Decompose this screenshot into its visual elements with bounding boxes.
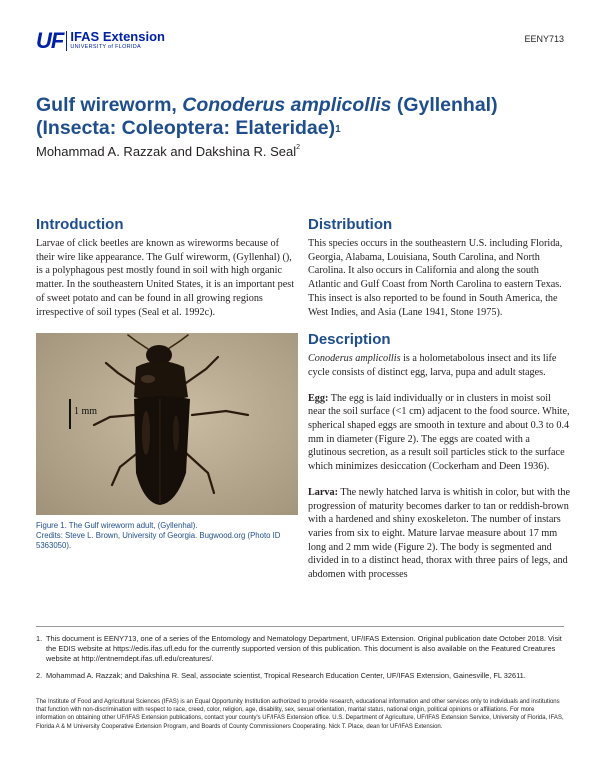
egg-text: The egg is laid individually or in clusters in moist soil near the soil surface (<1 cm) adjacent to the food source. White, spherical shaped eggs are smooth in texture and about 0.3 to 0.4 mm in diameter (Figure 2). The eggs are coated with a glutinous secretion, as a result soil particles stick to the surface which minimizes desiccation (Cockerham and Deen 1936). <box>308 392 570 473</box>
footnote-text: This document is EENY713, one of a series of the Entomology and Nematology Department, UF/IFAS Extension. Original publication date October 2018. Visit the EDIS website at https://edis.ifas.ufl.edu for the currently supported version of this publication. This document is also available on the Featured Creatures website at http://entnemdept.ifas.ufl.edu/creatures/. <box>46 634 562 663</box>
scale-label: 1 mm <box>74 406 98 418</box>
title-line1-suffix: (Gyllenhal) <box>391 94 498 116</box>
logo-main-text: IFAS Extension <box>70 29 165 44</box>
logo-sub-text: UNIVERSITY of FLORIDA <box>70 44 142 50</box>
caption-text: Figure 1. The Gulf wireworm adult, (Gyllenhal). <box>36 521 198 531</box>
footnote-number: 2. <box>36 671 43 680</box>
caption-credits: Credits: Steve L. Brown, University of Georgia. Bugwood.org (Photo ID 5363050). <box>36 531 281 551</box>
legal-notice: The Institute of Food and Agricultural Sciences (IFAS) is an Equal Opportunity Institution authorized to provide research, educational information and other services only to individuals and institutions that function with non-discrimination with respect to race, creed, color, religion, age, disability, sex, sexual orientation, marital status, national origin, political opinions or affiliations. For more information on obtaining other UF/IFAS Extension publications, contact your county's UF/IFAS Extension office. U.S. Department of Agriculture, UF/IFAS Extension Service, University of Florida, IFAS, Florida A & M University Cooperative Extension Program, and Boards of County Commissioners Cooperating. Nick T. Place, dean for UF/IFAS Extension. <box>36 699 564 730</box>
description-heading: Description <box>308 331 391 349</box>
logo-uf-mark: UF <box>36 28 64 53</box>
logo-divider <box>66 31 67 51</box>
footnotes <box>36 634 564 688</box>
footnote-item <box>36 634 564 664</box>
introduction-heading: Introduction <box>36 216 124 233</box>
footnote-item <box>36 671 564 681</box>
beetle-illustration <box>36 333 298 515</box>
figure-1-photo <box>36 333 298 515</box>
document-title <box>36 94 564 140</box>
title-species-name: Conoderus amplicollis <box>182 94 392 116</box>
description-species-name: Conoderus amplicollis <box>308 353 401 365</box>
right-column <box>308 216 570 582</box>
title-line2: (Insecta: Coleoptera: Elateridae) <box>36 117 336 139</box>
authors-footnote-marker: 2 <box>296 144 301 151</box>
left-column <box>36 216 298 551</box>
larva-label: Larva: <box>308 486 338 498</box>
uf-ifas-logo <box>36 30 165 52</box>
distribution-text: This species occurs in the southeastern U.S. including Florida, Georgia, Alabama, Louisiana, South Carolina, and North Carolina. It also occurs in California and along the south Atlantic and Gulf Coast from North Carolina to eastern Texas. This insect is also reported to be found in South America, the West Indies, and Asia (Lane 1941, Stone 1975). <box>308 238 563 318</box>
page-header <box>36 30 564 56</box>
egg-label: Egg: <box>308 392 329 404</box>
authors <box>36 144 300 159</box>
title-line1-prefix: Gulf wireworm, <box>36 94 183 116</box>
authors-text: Mohammad A. Razzak and Dakshina R. Seal <box>36 144 297 159</box>
larva-paragraph <box>308 486 570 582</box>
egg-paragraph <box>308 392 570 474</box>
larva-text: The newly hatched larva is whitish in color, but with the progression of maturity becomes darker to tan or reddish-brown with a hardened and shiny exoskeleton. The number of instars varies from six to eight. Mature larvae measure about 17 mm long and 2 mm wide (Figure 2). The body is segmented and divided in to a distinct head, thorax with three pairs of legs, and abdomen with processes <box>308 486 570 581</box>
footnote-text: Mohammad A. Razzak; and Dakshina R. Seal, associate scientist, Tropical Research Education Center, UF/IFAS Extension, Gainesville, FL 32611. <box>46 671 526 680</box>
description-intro <box>308 352 570 379</box>
distribution-heading: Distribution <box>308 216 393 233</box>
introduction-text: Larvae of click beetles are known as wireworms because of their wire like appearance. The Gulf wireworm, (Gyllenhal) (), is a polyphagous pest mostly found in soil with high organic matter. In the southeastern United States, it is an important pest of sweet potato and can be found in all growing regions irrespective of soil types (Seal et al. 1992c). <box>36 238 295 318</box>
footnote-divider <box>36 626 564 627</box>
logo-text <box>70 30 165 51</box>
document-id: EENY713 <box>524 34 564 44</box>
figure-1-caption <box>36 521 298 551</box>
footnote-number: 1. <box>36 634 43 643</box>
scale-bar <box>69 399 71 429</box>
description-intro-text: is a holometabolous insect and its life cycle consists of distinct egg, larva, pupa and adult stages. <box>308 353 557 378</box>
title-footnote-marker: 1 <box>335 124 341 135</box>
